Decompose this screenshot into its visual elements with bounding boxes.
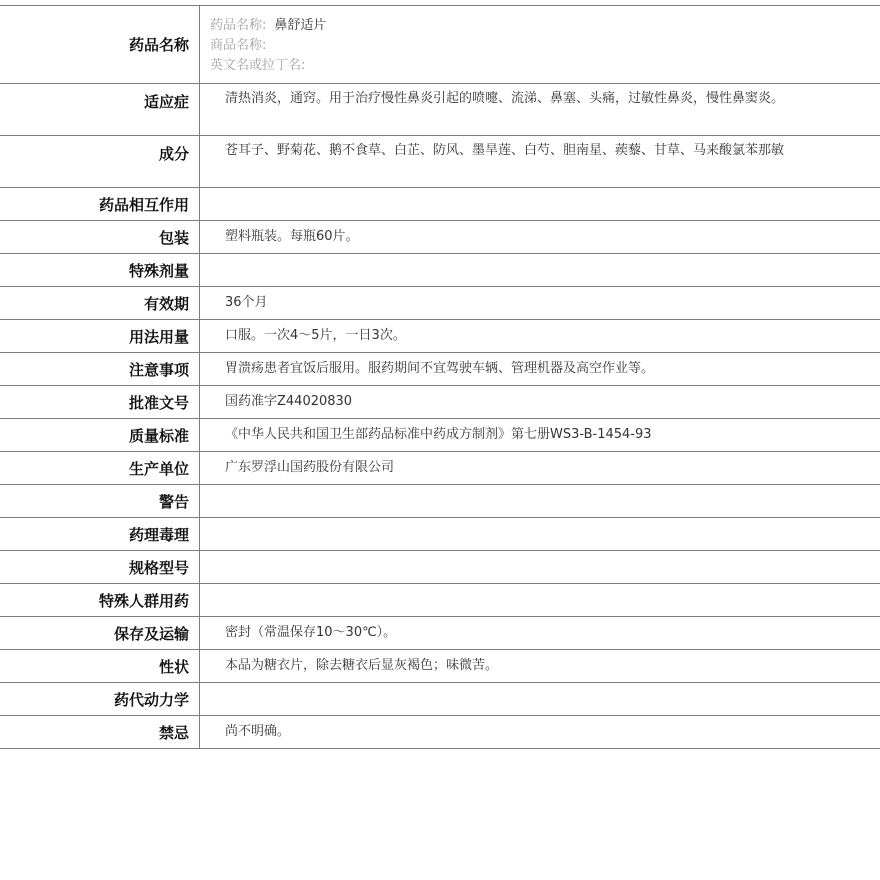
table-row-specification: [0, 551, 880, 584]
row-value: [200, 551, 880, 583]
table-row-interactions: [0, 188, 880, 221]
row-label: 药代动力学: [0, 683, 200, 715]
row-value: 国药准字Z44020830: [225, 394, 353, 409]
row-label: 性状: [0, 650, 200, 682]
row-label: 药品名称: [0, 6, 200, 83]
name-value: 鼻舒适片: [274, 18, 327, 33]
row-value: 口服。一次4～5片，一日3次。: [225, 328, 406, 343]
table-row-contraindications: [0, 716, 880, 749]
row-value: 胃溃疡患者宜饭后服用。服药期间不宜驾驶车辆、管理机器及高空作业等。: [225, 361, 655, 376]
row-label: 成分: [0, 136, 200, 187]
row-value: [200, 485, 880, 517]
row-label: 保存及运输: [0, 617, 200, 649]
row-value: [200, 584, 880, 616]
name-key: 药品名称:: [210, 18, 267, 33]
table-row-package: [0, 221, 880, 254]
row-label: 适应症: [0, 84, 200, 135]
row-label: 有效期: [0, 287, 200, 319]
row-value: 清热消炎，通窍。用于治疗慢性鼻炎引起的喷嚏、流涕、鼻塞、头痛，过敏性鼻炎，慢性鼻窦炎。: [225, 91, 785, 106]
row-value: [200, 683, 880, 715]
table-row-usage: [0, 320, 880, 353]
table-row-warning: [0, 485, 880, 518]
row-value: 《中华人民共和国卫生部药品标准中药成方制剂》第七册WS3-B-1454-93: [225, 427, 652, 442]
name-key: 英文名或拉丁名:: [210, 58, 306, 73]
row-value: 塑料瓶装。每瓶60片。: [225, 229, 359, 244]
table-row-quality-standard: [0, 419, 880, 452]
row-label: 用法用量: [0, 320, 200, 352]
table-row-special-dosage: [0, 254, 880, 287]
table-row-storage: [0, 617, 880, 650]
name-line-trade: [210, 36, 870, 56]
row-value: [200, 518, 880, 550]
row-value: 尚不明确。: [225, 724, 291, 739]
table-row-ingredients: [0, 136, 880, 188]
table-row-manufacturer: [0, 452, 880, 485]
row-label: 注意事项: [0, 353, 200, 385]
table-row-special-populations: [0, 584, 880, 617]
row-label: 规格型号: [0, 551, 200, 583]
row-value: 苍耳子、野菊花、鹅不食草、白芷、防风、墨旱莲、白芍、胆南星、蒺藜、甘草、马来酸氯苯那敏: [225, 143, 785, 158]
row-label: 批准文号: [0, 386, 200, 418]
row-label: 药品相互作用: [0, 188, 200, 220]
name-line-generic: [210, 16, 870, 36]
row-label: 禁忌: [0, 716, 200, 748]
row-label: 药理毒理: [0, 518, 200, 550]
row-label: 警告: [0, 485, 200, 517]
table-row-shelf-life: [0, 287, 880, 320]
name-key: 商品名称:: [210, 38, 267, 53]
table-row-pharmacokinetics: [0, 683, 880, 716]
row-label: 包装: [0, 221, 200, 253]
row-label: 特殊剂量: [0, 254, 200, 286]
table-row-appearance: [0, 650, 880, 683]
row-label: 生产单位: [0, 452, 200, 484]
table-row-drug-name: [0, 6, 880, 84]
row-value: 广东罗浮山国药股份有限公司: [225, 460, 395, 475]
row-value: [200, 254, 880, 286]
row-label: 特殊人群用药: [0, 584, 200, 616]
row-label: 质量标准: [0, 419, 200, 451]
table-row-precautions: [0, 353, 880, 386]
row-value: 36个月: [225, 295, 268, 310]
row-value: 本品为糖衣片，除去糖衣后显灰褐色；味微苦。: [225, 658, 499, 673]
drug-name-cell: [200, 6, 880, 83]
row-value: 密封（常温保存10～30℃）。: [225, 625, 397, 640]
table-row-approval-number: [0, 386, 880, 419]
table-row-pharmacology: [0, 518, 880, 551]
drug-info-table: [0, 5, 880, 749]
name-line-latin: [210, 56, 870, 76]
row-value: [200, 188, 880, 220]
table-row-indications: [0, 84, 880, 136]
